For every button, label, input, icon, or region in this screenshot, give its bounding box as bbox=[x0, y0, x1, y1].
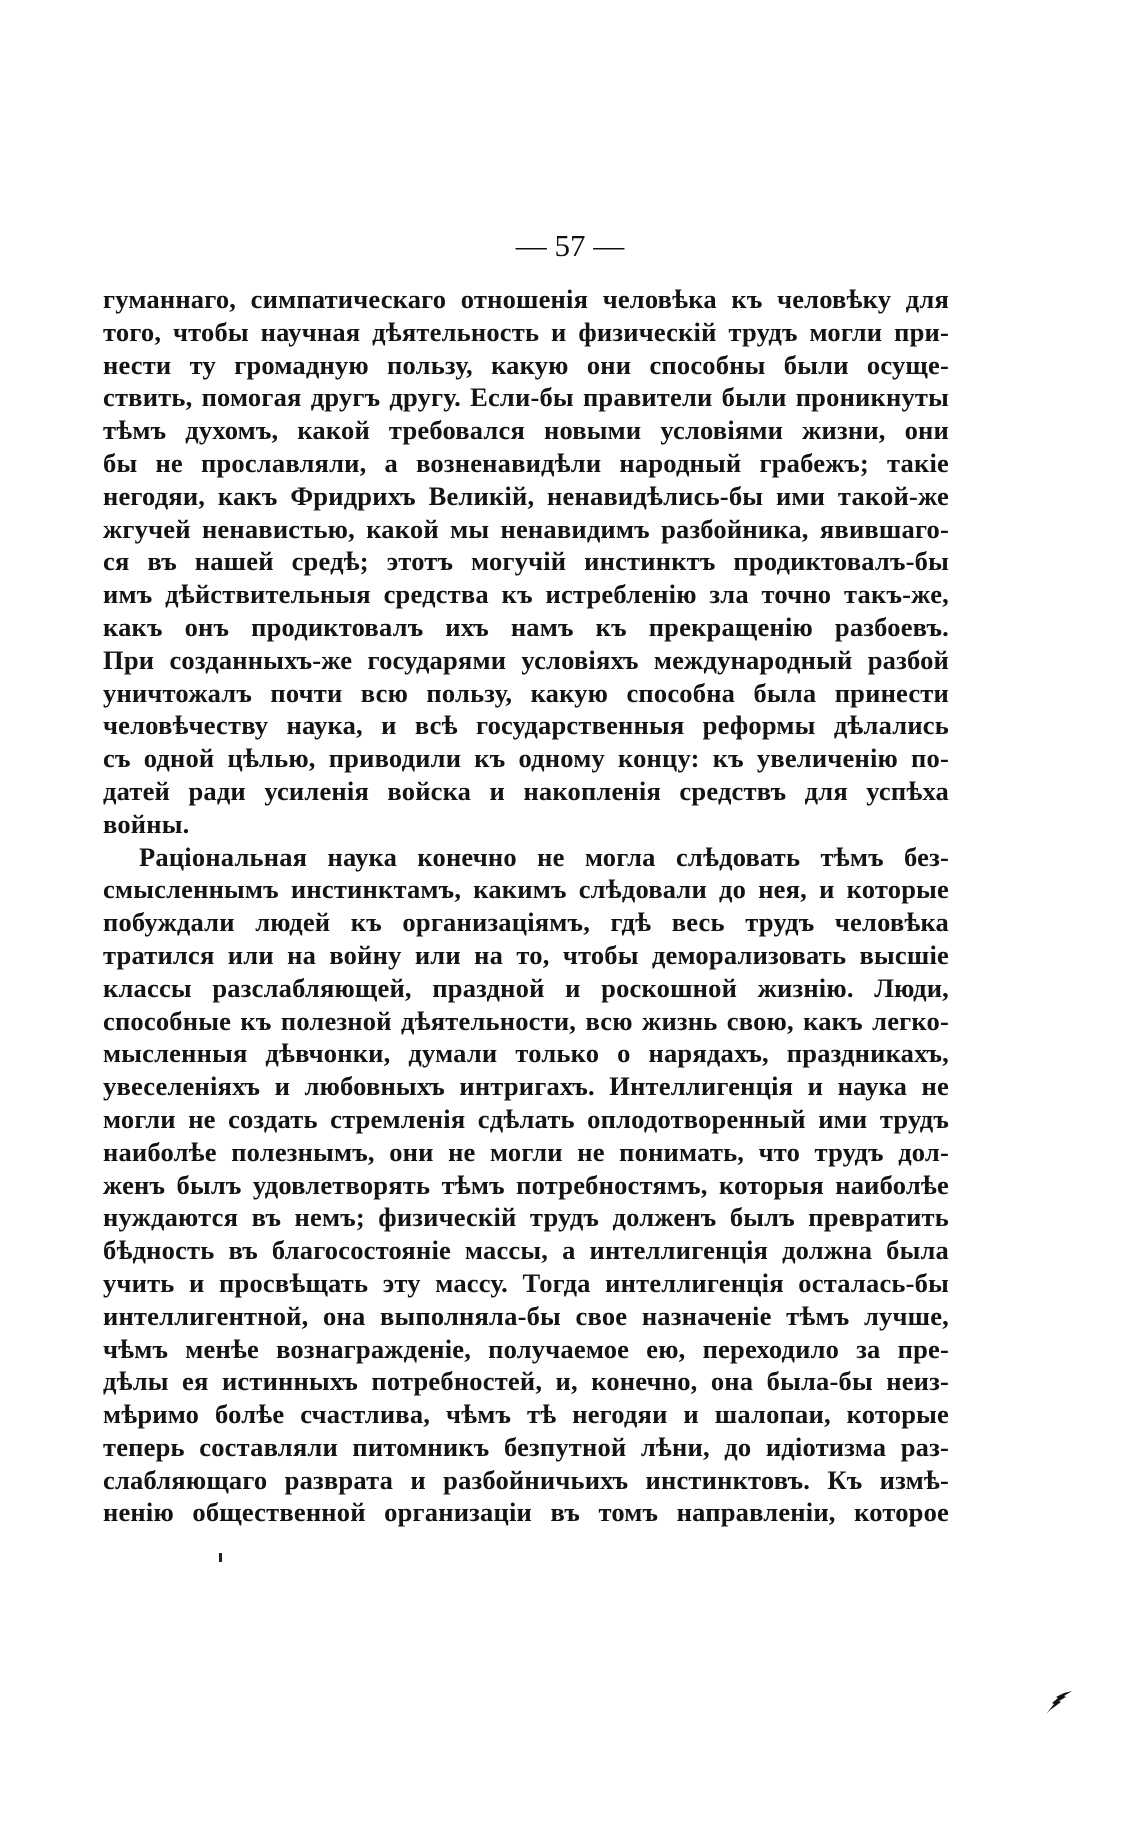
text-line: теперь составляли питомникъ безпутной лѣни, до идіотизма раз- bbox=[103, 1431, 949, 1462]
text-line: нуждаются въ немъ; физическій трудъ долженъ былъ превратить bbox=[103, 1202, 949, 1233]
text-line: человѣчеству наука, и всѣ государственныя реформы дѣлались bbox=[103, 710, 949, 741]
text-line: интеллигентной, она выполняла-бы свое назначеніе тѣмъ лучше, bbox=[103, 1300, 949, 1331]
text-line: побуждали людей къ организаціямъ, гдѣ весь трудъ человѣка bbox=[103, 907, 949, 938]
page-number: — 57 — bbox=[515, 228, 625, 263]
text-line: имъ дѣйствительныя средства къ истребленію зла точно такъ-же, bbox=[103, 579, 949, 610]
text-line: съ одной цѣлью, приводили къ одному концу: къ увеличенію по- bbox=[103, 743, 949, 774]
text-line: дѣлы ея истинныхъ потребностей, и, конечно, она была-бы неиз- bbox=[103, 1366, 949, 1397]
text-line: чѣмъ менѣе вознагражденіе, получаемое ею, переходило за пре- bbox=[103, 1333, 949, 1364]
text-line: тѣмъ духомъ, какой требовался новыми условіями жизни, они bbox=[103, 415, 949, 446]
text-line: наиболѣе полезнымъ, они не могли не понимать, что трудъ дол- bbox=[103, 1136, 949, 1167]
text-line: датей ради усиленія войска и накопленія средствъ для успѣха bbox=[103, 775, 949, 806]
text-line: тратился или на войну или на то, чтобы деморализовать высшіе bbox=[103, 939, 949, 970]
text-line: уничтожалъ почти всю пользу, какую способна была принести bbox=[103, 677, 949, 708]
text-line: классы разслабляющей, праздной и роскошной жизнію. Люди, bbox=[103, 972, 949, 1003]
text-line: бѣдность въ благосостояніе массы, а интеллигенція должна была bbox=[103, 1235, 949, 1266]
text-line: гуманнаго, симпатическаго отношенія человѣка къ человѣку для bbox=[103, 284, 949, 314]
text-line: смысленнымъ инстинктамъ, какимъ слѣдовали до нея, и которые bbox=[103, 874, 949, 905]
text-line: ся въ нашей средѣ; этотъ могучій инстинктъ продиктовалъ-бы bbox=[103, 546, 949, 577]
text-line: могли не создать стремленія сдѣлать оплодотворенный ими трудъ bbox=[103, 1103, 949, 1134]
text-line: мысленныя дѣвчонки, думали только о нарядахъ, праздникахъ, bbox=[103, 1038, 949, 1069]
ink-speck bbox=[219, 1553, 222, 1562]
text-line: ствить, помогая другъ другу. Если-бы правители были проникнуты bbox=[103, 382, 949, 413]
text-line: слабляющаго разврата и разбойничьихъ инстинктовъ. Къ измѣ- bbox=[103, 1464, 949, 1495]
text-line: ненію общественной организаціи въ томъ направленіи, которое bbox=[103, 1497, 949, 1528]
paragraph-end-line: войны. bbox=[103, 808, 190, 839]
text-line: нести ту громадную пользу, какую они способны были осуще- bbox=[103, 349, 949, 380]
text-line: способные къ полезной дѣятельности, всю жизнь свою, какъ легко- bbox=[103, 1005, 949, 1036]
text-line: бы не прославляли, а возненавидѣли народный грабежъ; такіе bbox=[103, 447, 949, 478]
paragraph-start-line: Раціональная наука конечно не могла слѣдовать тѣмъ без- bbox=[139, 841, 949, 872]
text-line: какъ онъ продиктовалъ ихъ намъ къ прекращенію разбоевъ. bbox=[103, 611, 949, 642]
text-line: увеселеніяхъ и любовныхъ интригахъ. Интеллигенція и наука не bbox=[103, 1071, 949, 1102]
text-line: учить и просвѣщать эту массу. Тогда интеллигенція осталась-бы bbox=[103, 1267, 949, 1298]
text-line: женъ былъ удовлетворять тѣмъ потребностямъ, которыя наиболѣе bbox=[103, 1169, 949, 1200]
pen-mark-icon bbox=[1044, 1690, 1074, 1716]
text-line: того, чтобы научная дѣятельность и физическій трудъ могли при- bbox=[103, 316, 949, 347]
text-line: При созданныхъ-же государями условіяхъ международный разбой bbox=[103, 644, 949, 675]
text-line: мѣримо болѣе счастлива, чѣмъ тѣ негодяи и шалопаи, которые bbox=[103, 1399, 949, 1430]
text-line: негодяи, какъ Фридрихъ Великій, ненавидѣлись-бы ими такой-же bbox=[103, 480, 949, 511]
text-line: жгучей ненавистью, какой мы ненавидимъ разбойника, явившаго- bbox=[103, 513, 949, 544]
body-text bbox=[103, 283, 949, 1529]
